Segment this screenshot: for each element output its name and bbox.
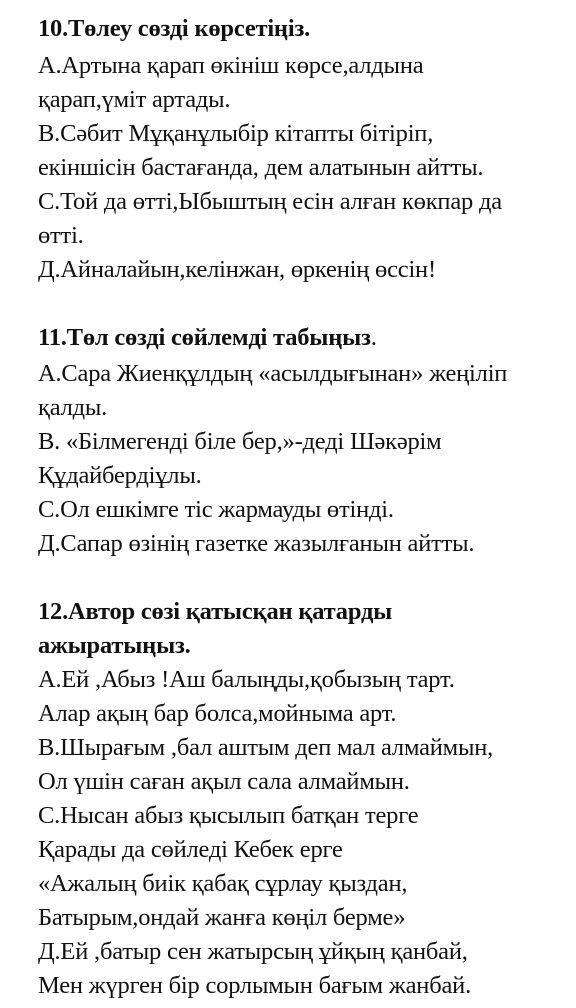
question-10-option-d: Д.Айналайын,келінжан, өркенің өссін! [38,256,436,283]
question-12-option-c-line2: Қарады да сөйледі Кебек ерге [38,836,343,863]
question-11-title-period: . [370,324,377,351]
question-11-option-c: С.Ол ешкімге тіс жармауды өтінді. [38,496,394,523]
question-10-option-a-line2: қарап,үміт артады. [38,86,231,113]
question-11-option-b-line2: Құдайбердіұлы. [38,462,202,489]
question-11-title [38,323,377,353]
question-10-option-c-line2: өтті. [38,222,84,249]
question-10-option-b-line1: В.Сәбит Мұқанұлыбір кітапты бітіріп, [38,120,434,147]
question-12-option-d-line1: Д.Ей ,батыр сен жатырсың ұйқың қанбай, [38,938,468,965]
question-11-option-b-line1: В. «Білмегенді біле бер,»-деді Шәкәрім [38,428,442,455]
question-10-title: 10.Төлеу сөзді көрсетіңіз. [38,15,311,42]
question-12-title-line2: ажыратыңыз. [38,632,191,659]
question-11-title-text: 11.Төл сөзді сөйлемді табыңыз [38,324,371,351]
question-12-option-a-line2: Алар ақың бар болса,мойныма арт. [38,700,397,727]
question-12-option-c-line4: Батырым,ондай жанға көңіл берме» [38,904,406,931]
question-10-option-c-line1: С.Той да өтті,Ыбыштың есін алған көкпар да [38,188,502,215]
question-11-option-d: Д.Сапар өзінің газетке жазылғанын айтты. [38,530,475,557]
question-12-option-a-line1: А.Ей ,Абыз !Аш балыңды,қобызың тарт. [38,666,455,693]
question-11-option-a-line2: қалды. [38,394,108,421]
question-12-option-b-line2: Ол үшін саған ақыл сала алмаймын. [38,768,410,795]
question-10-option-b-line2: екіншісін бастағанда, дем алатынын айтты. [38,154,484,181]
question-12-option-b-line1: В.Шырағым ,бал аштым деп мал алмаймын, [38,734,494,761]
question-12-option-d-line2: Мен жүрген бір сорлымын бағым жанбай. [38,972,471,999]
question-12-option-c-line1: С.Нысан абыз қысылып батқан терге [38,802,419,829]
question-12-option-c-line3: «Ажалың биік қабақ сұрлау қыздан, [38,870,408,897]
question-10-option-a-line1: А.Артына қарап өкініш көрсе,алдына [38,52,424,79]
question-11-option-a-line1: А.Сара Жиенқұлдың «асылдығынан» жеңіліп [38,360,508,387]
question-12-title-line1: 12.Автор сөзі қатысқан қатарды [38,598,393,625]
